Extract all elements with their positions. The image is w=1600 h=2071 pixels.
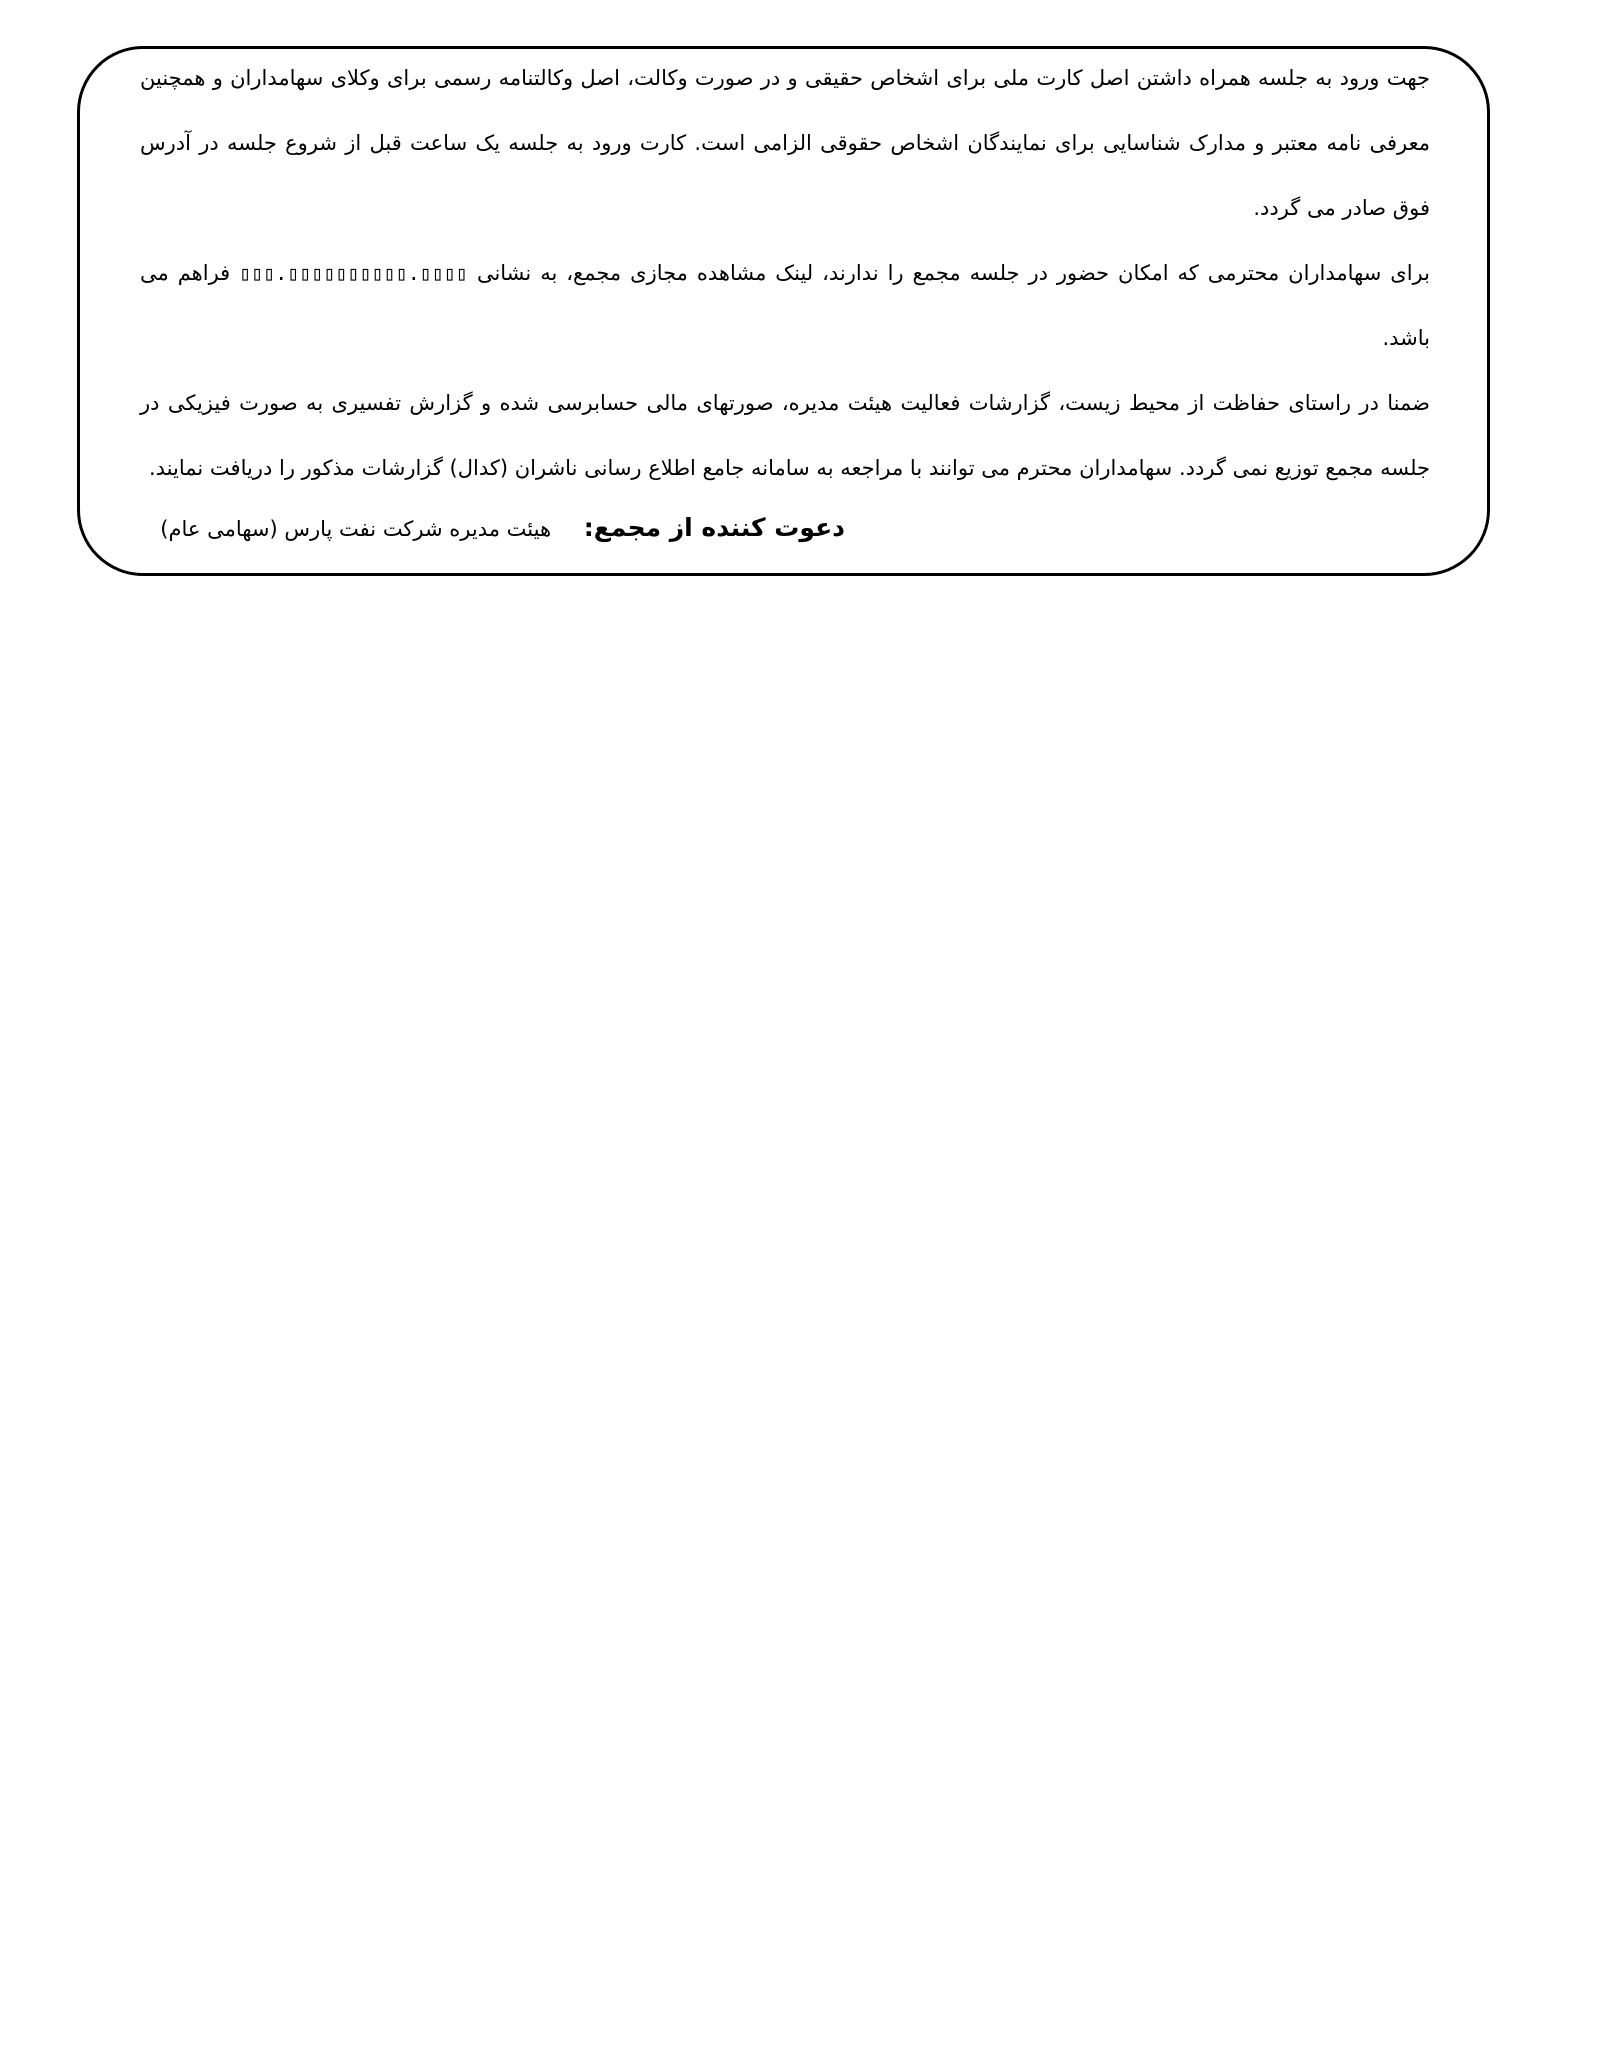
virtual-attendance-text: برای سهامداران محترمی که امکان حضور در جلسه مجمع را ندارند، لینک مشاهده مجازی مجمع، به نشانی [476, 261, 1430, 285]
inviter-signature [160, 508, 845, 549]
virtual-attendance-paragraph [140, 241, 1430, 371]
reports-distribution-paragraph: ضمنا در راستای حفاظت از محیط زیست، گزارشات فعالیت هیئت مدیره، صورتهای مالی حسابرسی شده و گزارش تفسیری به صورت فیزیکی در جلسه مجمع توزیع نمی گردد. سهامداران محترم می توانند با مراجعه به سامانه جامع اطلاع رسانی ناشران (کدال) گزارشات مذکور را دریافت نمایند. [140, 391, 1430, 480]
inviter-name: هیئت مدیره شرکت نفت پارس (سهامی عام) [160, 517, 552, 541]
entry-requirements-paragraph: جهت ورود به جلسه همراه داشتن اصل کارت ملی برای اشخاص حقیقی و در صورت وکالت، اصل وکالتنامه رسمی برای وکلای سهامداران و همچنین معرفی نامه معتبر و مدارک شناسایی برای نمایندگان اشخاص حقوقی الزامی است. کارت ورود به جلسه یک ساعت قبل از شروع جلسه در آدرس فوق صادر می گردد. [140, 66, 1430, 220]
inviter-label: دعوت کننده از مجمع: [583, 513, 845, 542]
virtual-meeting-link[interactable]: ▯▯▯.▯▯▯▯▯▯▯▯▯▯.▯▯▯▯ [239, 261, 468, 285]
notice-body [140, 46, 1430, 501]
virtual-attendance-text-end: فراهم می باشد. [140, 261, 1430, 350]
